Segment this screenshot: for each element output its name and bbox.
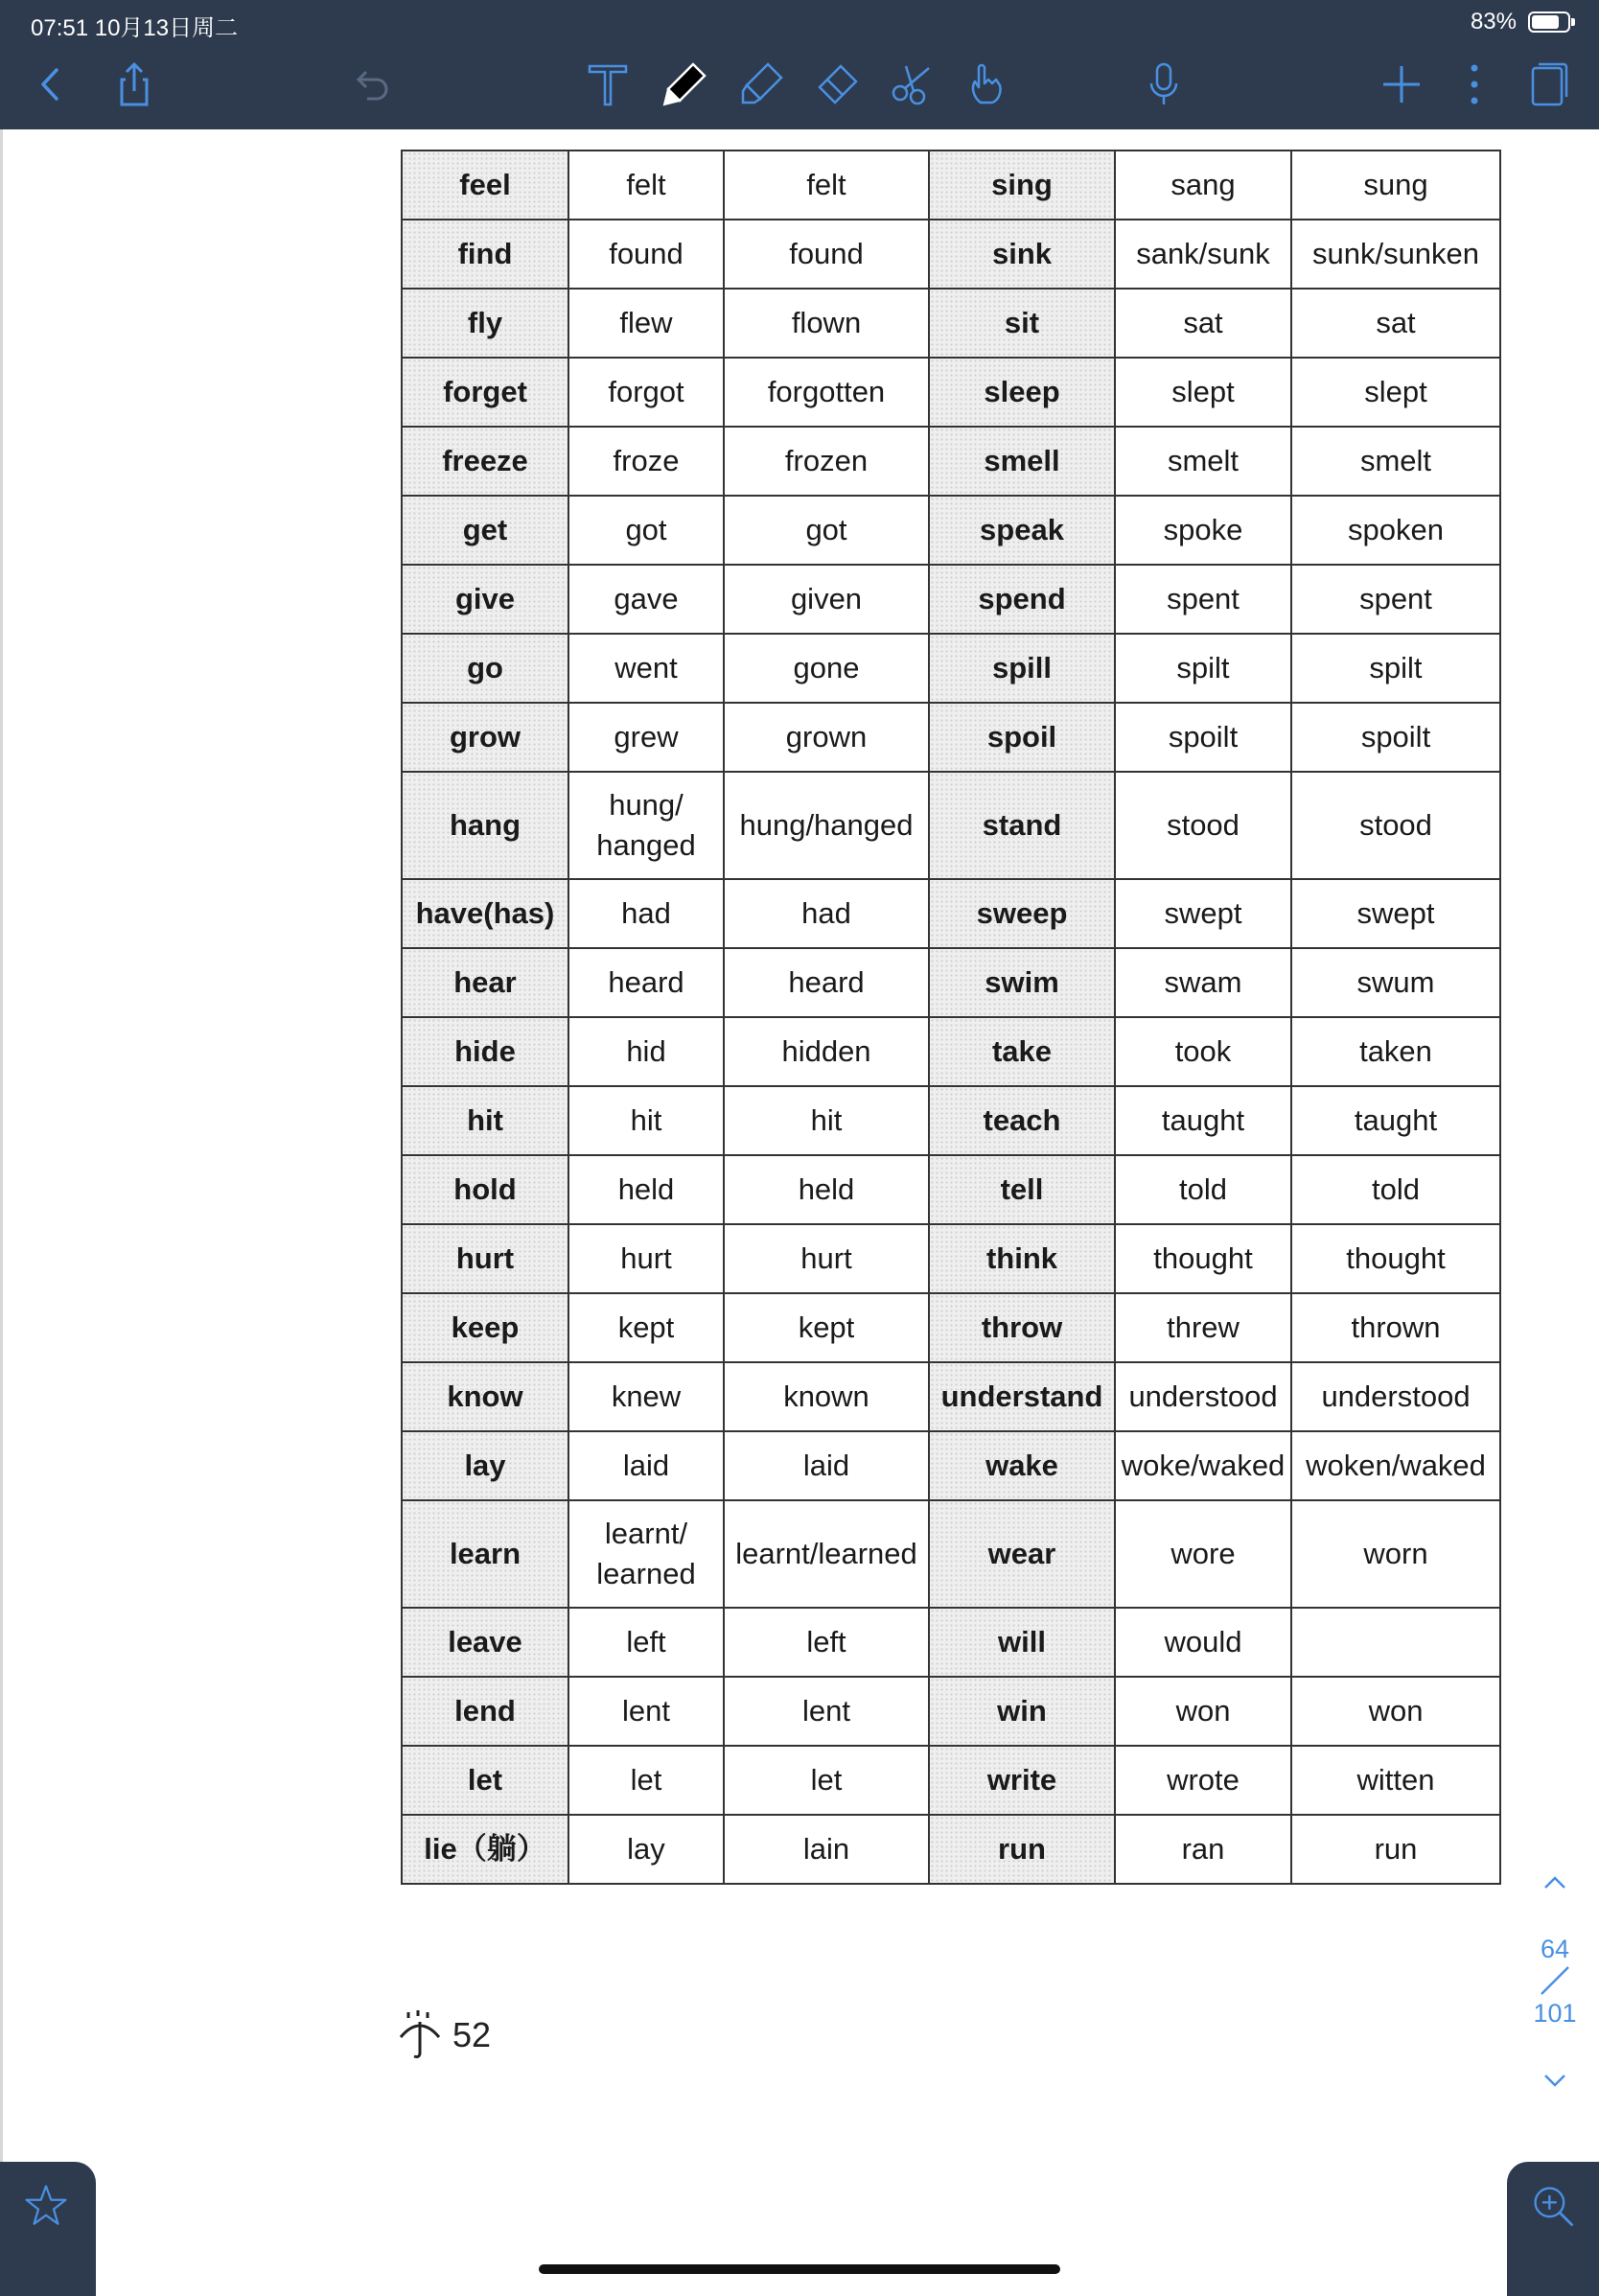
past-tense-cell: sat xyxy=(1115,289,1291,358)
table-row xyxy=(402,1677,1500,1746)
past-tense-cell: went xyxy=(568,634,724,703)
current-page-number: 64 xyxy=(1540,1935,1570,1963)
undo-icon xyxy=(346,58,398,110)
base-verb-cell: freeze xyxy=(402,427,568,496)
past-participle-cell: slept xyxy=(1291,358,1500,427)
zoom-in-icon xyxy=(1530,2183,1578,2231)
more-button[interactable] xyxy=(1446,56,1503,113)
past-tense-cell: hid xyxy=(568,1017,724,1086)
past-tense-cell: wrote xyxy=(1115,1746,1291,1815)
table-row xyxy=(402,496,1500,565)
table-row xyxy=(402,879,1500,948)
past-tense-cell: hurt xyxy=(568,1224,724,1293)
base-verb-cell: sing xyxy=(929,151,1115,220)
table-row xyxy=(402,1815,1500,1884)
past-tense-cell: hit xyxy=(568,1086,724,1155)
total-pages: 101 xyxy=(1533,1999,1577,2028)
highlighter-tool-button[interactable] xyxy=(732,56,790,113)
plus-icon xyxy=(1376,58,1427,110)
base-verb-cell: leave xyxy=(402,1608,568,1677)
base-verb-cell: go xyxy=(402,634,568,703)
table-row xyxy=(402,1746,1500,1815)
past-tense-cell: stood xyxy=(1115,772,1291,879)
past-tense-cell: won xyxy=(1115,1677,1291,1746)
base-verb-cell: sit xyxy=(929,289,1115,358)
past-tense-cell: threw xyxy=(1115,1293,1291,1362)
lasso-scissors-icon xyxy=(887,58,939,110)
eraser-tool-icon xyxy=(810,58,862,110)
past-participle-cell: sat xyxy=(1291,289,1500,358)
table-row xyxy=(402,427,1500,496)
table-row xyxy=(402,1086,1500,1155)
back-chevron-icon xyxy=(24,58,76,110)
past-tense-cell: held xyxy=(568,1155,724,1224)
table-row xyxy=(402,703,1500,772)
base-verb-cell: get xyxy=(402,496,568,565)
past-tense-cell: laid xyxy=(568,1431,724,1500)
past-participle-cell: had xyxy=(724,879,929,948)
page-edge xyxy=(0,129,3,2162)
past-participle-cell: witten xyxy=(1291,1746,1500,1815)
base-verb-cell: feel xyxy=(402,151,568,220)
past-participle-cell: heard xyxy=(724,948,929,1017)
past-tense-cell: froze xyxy=(568,427,724,496)
past-participle-cell: woken/waked xyxy=(1291,1431,1500,1500)
past-participle-cell: given xyxy=(724,565,929,634)
base-verb-cell: know xyxy=(402,1362,568,1431)
past-participle-cell: known xyxy=(724,1362,929,1431)
base-verb-cell: wake xyxy=(929,1431,1115,1500)
past-tense-cell: lent xyxy=(568,1677,724,1746)
base-verb-cell: sleep xyxy=(929,358,1115,427)
base-verb-cell: take xyxy=(929,1017,1115,1086)
past-participle-cell: lain xyxy=(724,1815,929,1884)
battery-icon xyxy=(1528,12,1570,33)
past-tense-cell: let xyxy=(568,1746,724,1815)
base-verb-cell: forget xyxy=(402,358,568,427)
table-row xyxy=(402,289,1500,358)
past-participle-cell: understood xyxy=(1291,1362,1500,1431)
past-participle-cell: laid xyxy=(724,1431,929,1500)
past-participle-cell: spoken xyxy=(1291,496,1500,565)
table-row xyxy=(402,772,1500,879)
past-tense-cell: got xyxy=(568,496,724,565)
past-participle-cell: sung xyxy=(1291,151,1500,220)
pen-tool-button[interactable] xyxy=(656,56,713,113)
pages-icon xyxy=(1521,58,1573,110)
table-row xyxy=(402,1155,1500,1224)
past-tense-cell: flew xyxy=(568,289,724,358)
past-tense-cell: spent xyxy=(1115,565,1291,634)
past-tense-cell: understood xyxy=(1115,1362,1291,1431)
text-tool-icon xyxy=(582,58,634,110)
past-tense-cell: smelt xyxy=(1115,427,1291,496)
status-time-date: 07:51 10月13日周二 xyxy=(31,15,239,41)
past-tense-cell: forgot xyxy=(568,358,724,427)
base-verb-cell: stand xyxy=(929,772,1115,879)
past-tense-cell: swept xyxy=(1115,879,1291,948)
past-participle-cell: thrown xyxy=(1291,1293,1500,1362)
past-participle-cell: spilt xyxy=(1291,634,1500,703)
past-tense-cell: thought xyxy=(1115,1224,1291,1293)
table-row xyxy=(402,565,1500,634)
past-participle-cell: thought xyxy=(1291,1224,1500,1293)
past-participle-cell: left xyxy=(724,1608,929,1677)
base-verb-cell: let xyxy=(402,1746,568,1815)
base-verb-cell: spoil xyxy=(929,703,1115,772)
past-participle-cell: gone xyxy=(724,634,929,703)
lasso-tool-button[interactable] xyxy=(884,56,941,113)
zoom-button[interactable] xyxy=(1507,2162,1599,2296)
past-tense-cell: slept xyxy=(1115,358,1291,427)
past-participle-cell: lent xyxy=(724,1677,929,1746)
past-tense-cell: spoke xyxy=(1115,496,1291,565)
highlighter-tool-icon xyxy=(735,58,787,110)
table-row xyxy=(402,1362,1500,1431)
past-tense-cell: sank/sunk xyxy=(1115,220,1291,289)
past-tense-cell: told xyxy=(1115,1155,1291,1224)
table-row xyxy=(402,151,1500,220)
base-verb-cell: hit xyxy=(402,1086,568,1155)
past-tense-cell: sang xyxy=(1115,151,1291,220)
eraser-tool-button[interactable] xyxy=(807,56,865,113)
base-verb-cell: have(has) xyxy=(402,879,568,948)
past-participle-cell: grown xyxy=(724,703,929,772)
base-verb-cell: lay xyxy=(402,1431,568,1500)
past-tense-cell: heard xyxy=(568,948,724,1017)
past-participle-cell: felt xyxy=(724,151,929,220)
printed-page-number xyxy=(395,2008,491,2062)
base-verb-cell: understand xyxy=(929,1362,1115,1431)
past-tense-cell: would xyxy=(1115,1608,1291,1677)
base-verb-cell: teach xyxy=(929,1086,1115,1155)
past-participle-cell: won xyxy=(1291,1677,1500,1746)
base-verb-cell: spend xyxy=(929,565,1115,634)
past-participle-cell: swum xyxy=(1291,948,1500,1017)
base-verb-cell: will xyxy=(929,1608,1115,1677)
base-verb-cell: run xyxy=(929,1815,1115,1884)
past-tense-cell: gave xyxy=(568,565,724,634)
past-participle-cell: learnt/learned xyxy=(724,1500,929,1608)
past-tense-cell: found xyxy=(568,220,724,289)
past-tense-cell: grew xyxy=(568,703,724,772)
past-tense-cell: knew xyxy=(568,1362,724,1431)
status-bar xyxy=(0,0,1599,44)
page-up-chevron-icon[interactable] xyxy=(1540,1868,1570,1899)
past-participle-cell: taken xyxy=(1291,1017,1500,1086)
pages-button[interactable] xyxy=(1518,56,1576,113)
base-verb-cell: lend xyxy=(402,1677,568,1746)
table-row xyxy=(402,1608,1500,1677)
past-participle-cell: found xyxy=(724,220,929,289)
share-button[interactable] xyxy=(105,56,163,113)
base-verb-cell: hide xyxy=(402,1017,568,1086)
table-row xyxy=(402,1224,1500,1293)
page-separator xyxy=(1536,1963,1574,1998)
base-verb-cell: hear xyxy=(402,948,568,1017)
table-row xyxy=(402,358,1500,427)
past-tense-cell: took xyxy=(1115,1017,1291,1086)
base-verb-cell: keep xyxy=(402,1293,568,1362)
past-tense-cell: taught xyxy=(1115,1086,1291,1155)
back-button[interactable] xyxy=(21,56,79,113)
past-participle-cell: spoilt xyxy=(1291,703,1500,772)
base-verb-cell: smell xyxy=(929,427,1115,496)
past-tense-cell: had xyxy=(568,879,724,948)
base-verb-cell: fly xyxy=(402,289,568,358)
page-indicator xyxy=(1520,1865,1589,2095)
past-tense-cell: ran xyxy=(1115,1815,1291,1884)
add-page-button[interactable] xyxy=(1373,56,1430,113)
table-row xyxy=(402,1017,1500,1086)
base-verb-cell: wear xyxy=(929,1500,1115,1608)
base-verb-cell: think xyxy=(929,1224,1115,1293)
table-row xyxy=(402,1500,1500,1608)
base-verb-cell: spill xyxy=(929,634,1115,703)
past-tense-cell: spoilt xyxy=(1115,703,1291,772)
past-participle-cell: kept xyxy=(724,1293,929,1362)
base-verb-cell: lie（躺） xyxy=(402,1815,568,1884)
text-tool-button[interactable] xyxy=(579,56,637,113)
base-verb-cell: win xyxy=(929,1677,1115,1746)
base-verb-cell: sweep xyxy=(929,879,1115,948)
undo-button[interactable] xyxy=(343,56,401,113)
past-tense-cell: felt xyxy=(568,151,724,220)
table-row xyxy=(402,1431,1500,1500)
past-participle-cell xyxy=(1291,1608,1500,1677)
base-verb-cell: speak xyxy=(929,496,1115,565)
past-participle-cell: hit xyxy=(724,1086,929,1155)
past-participle-cell: smelt xyxy=(1291,427,1500,496)
base-verb-cell: hurt xyxy=(402,1224,568,1293)
past-tense-cell: swam xyxy=(1115,948,1291,1017)
past-tense-cell: kept xyxy=(568,1293,724,1362)
past-participle-cell: hurt xyxy=(724,1224,929,1293)
base-verb-cell: learn xyxy=(402,1500,568,1608)
base-verb-cell: swim xyxy=(929,948,1115,1017)
more-icon xyxy=(1448,58,1500,110)
microphone-button[interactable] xyxy=(1135,56,1193,113)
base-verb-cell: give xyxy=(402,565,568,634)
gesture-icon xyxy=(962,58,1013,110)
irregular-verbs-table xyxy=(401,150,1501,1885)
umbrella-logo-icon xyxy=(395,2008,445,2062)
base-verb-cell: throw xyxy=(929,1293,1115,1362)
gesture-tool-button[interactable] xyxy=(959,56,1016,113)
past-participle-cell: hung/hanged xyxy=(724,772,929,879)
past-tense-cell: learnt/ learned xyxy=(568,1500,724,1608)
past-participle-cell: flown xyxy=(724,289,929,358)
table-row xyxy=(402,634,1500,703)
base-verb-cell: hold xyxy=(402,1155,568,1224)
base-verb-cell: write xyxy=(929,1746,1115,1815)
base-verb-cell: tell xyxy=(929,1155,1115,1224)
table-row xyxy=(402,220,1500,289)
base-verb-cell: grow xyxy=(402,703,568,772)
past-participle-cell: frozen xyxy=(724,427,929,496)
battery-percent: 83% xyxy=(1470,9,1517,35)
past-tense-cell: left xyxy=(568,1608,724,1677)
past-participle-cell: sunk/sunken xyxy=(1291,220,1500,289)
past-participle-cell: got xyxy=(724,496,929,565)
past-participle-cell: worn xyxy=(1291,1500,1500,1608)
star-icon xyxy=(23,2183,69,2229)
page-down-chevron-icon[interactable] xyxy=(1540,2064,1570,2095)
past-participle-cell: stood xyxy=(1291,772,1500,879)
past-participle-cell: swept xyxy=(1291,879,1500,948)
table-row xyxy=(402,1293,1500,1362)
table-row xyxy=(402,948,1500,1017)
page-number-text: 52 xyxy=(452,2015,492,2054)
past-participle-cell: forgotten xyxy=(724,358,929,427)
past-participle-cell: let xyxy=(724,1746,929,1815)
home-indicator[interactable] xyxy=(539,2264,1060,2274)
past-participle-cell: spent xyxy=(1291,565,1500,634)
base-verb-cell: find xyxy=(402,220,568,289)
past-participle-cell: taught xyxy=(1291,1086,1500,1155)
base-verb-cell: hang xyxy=(402,772,568,879)
past-tense-cell: wore xyxy=(1115,1500,1291,1608)
pen-tool-icon xyxy=(659,58,710,110)
past-tense-cell: woke/waked xyxy=(1115,1431,1291,1500)
share-icon xyxy=(108,58,160,110)
top-toolbar xyxy=(0,0,1599,129)
past-participle-cell: held xyxy=(724,1155,929,1224)
past-tense-cell: hung/ hanged xyxy=(568,772,724,879)
past-participle-cell: run xyxy=(1291,1815,1500,1884)
past-tense-cell: lay xyxy=(568,1815,724,1884)
past-participle-cell: told xyxy=(1291,1155,1500,1224)
base-verb-cell: sink xyxy=(929,220,1115,289)
past-participle-cell: hidden xyxy=(724,1017,929,1086)
past-tense-cell: spilt xyxy=(1115,634,1291,703)
microphone-icon xyxy=(1138,58,1190,110)
favorite-button[interactable] xyxy=(0,2162,96,2296)
